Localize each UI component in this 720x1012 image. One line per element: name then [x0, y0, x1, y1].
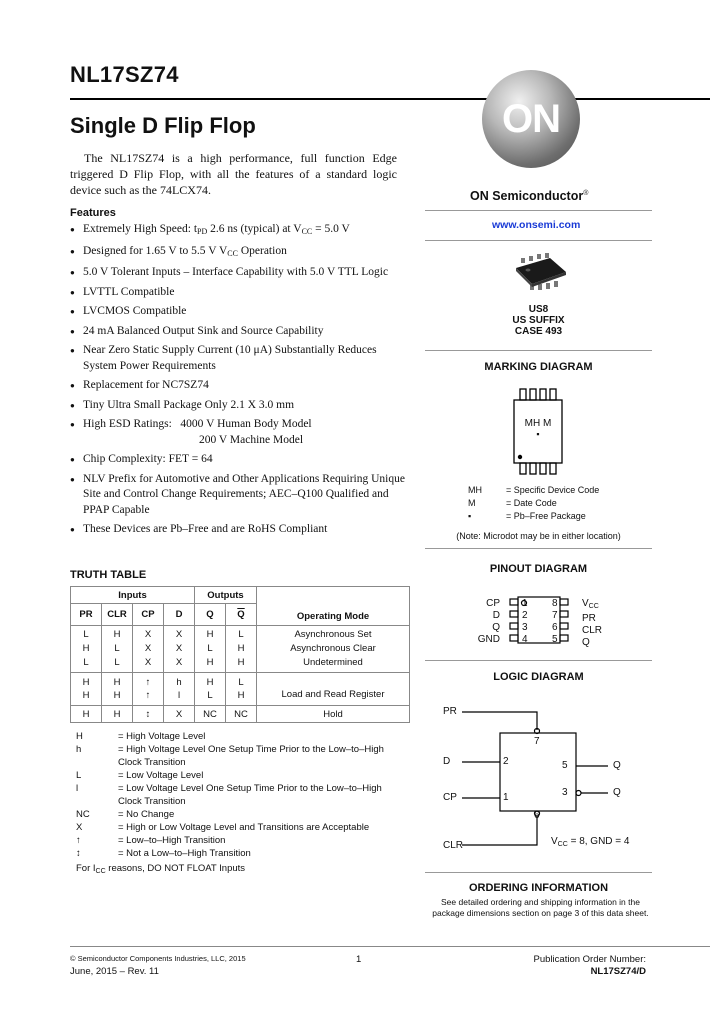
ordering-heading: ORDERING INFORMATION — [468, 882, 609, 894]
logic-supply-note: $V_{CC} = 8$, GND = 4 — [551, 836, 630, 848]
logic-pin-7: 7 — [534, 736, 540, 747]
on-semiconductor-logo: ON — [482, 70, 580, 168]
package-suffix: US SUFFIX — [512, 315, 565, 326]
inputs-group-header: Inputs — [71, 587, 195, 604]
package-case: CASE 493 — [514, 326, 563, 337]
logic-cp-label: CP — [443, 792, 457, 803]
pinout-left-names: CP D Q GND — [477, 598, 500, 645]
logic-pin-1: 1 — [503, 792, 509, 803]
feature-item: ● These Devices are Pb–Free and are RoHS Compliant — [70, 522, 410, 538]
pinout-left-numbers: 1 2 3 4 — [522, 598, 528, 645]
ordering-text: See detailed ordering and shipping information in the package dimensions section on page 3 of this data sheet. — [432, 897, 649, 918]
divider — [425, 872, 652, 873]
pinout-diagram — [506, 594, 572, 646]
marking-diagram-heading: MARKING DIAGRAM — [484, 361, 593, 373]
features-list — [70, 222, 410, 542]
outputs-group-header: Outputs — [195, 587, 257, 604]
logic-pin-3: 3 — [562, 787, 568, 798]
divider — [425, 548, 652, 549]
feature-item: ● 24 mA Balanced Output Sink and Source Capability — [70, 324, 410, 340]
truth-table-legend: H = High Voltage Level h = High Voltage Level One Setup Time Prior to the Low–to–High Clock Transition L = Low Voltage Level l = Low Voltage Level One Setup Time Prior to the Low–to–High Clock Transition NC = No Change X = High or Low Voltage Level and Transitions are Acceptable ↑ = Low–to–High Transition ↕ = Not a Low–to–High Transition For $I_{CC}$ reasons, DO NOT FLOAT Inputs — [76, 731, 384, 875]
intro-paragraph: The NL17SZ74 is a high performance, full function Edge triggered D Flip Flop, with all the features of a standard logic device such as the 74LCX74. — [70, 151, 397, 197]
feature-item: ● Chip Complexity: FET = 64 — [70, 452, 410, 468]
pinout-diagram-heading: PINOUT DIAGRAM — [489, 563, 588, 575]
truth-table-heading: TRUTH TABLE — [70, 569, 147, 581]
publication-label: Publication Order Number: — [533, 954, 646, 965]
revision-date: June, 2015 – Rev. 11 — [70, 966, 159, 977]
logic-q-top-label: Q — [613, 760, 621, 771]
table-row: H H ↕ X NC NC Hold — [71, 706, 410, 723]
table-row: L H L H L L X X X X X X H L H L H H Asynchronous Set Asynchronous Clear Undetermined — [71, 626, 410, 673]
truth-table — [70, 586, 410, 723]
part-number: NL17SZ74 — [70, 62, 179, 87]
package-name: US8 — [528, 304, 549, 315]
feature-item: ● Tiny Ultra Small Package Only 2.1 X 3.0 mm — [70, 398, 410, 414]
marking-code: MH M — [524, 418, 552, 429]
divider — [425, 210, 652, 211]
microdot: ▪ — [536, 429, 540, 439]
feature-item: ● NLV Prefix for Automotive and Other Applications Requiring Unique Site and Control Change Requirements; AEC–Q100 Qualified and PPAP Capable — [70, 472, 410, 519]
operating-mode-header: Operating Mode — [257, 587, 410, 626]
logic-pin-5: 5 — [562, 760, 568, 771]
title-rule — [70, 98, 710, 100]
table-row: H H H H ↑ ↑ h l H L L H Load and Read Register — [71, 673, 410, 706]
column-header: CP — [133, 604, 164, 626]
column-header: CLR — [102, 604, 133, 626]
divider — [425, 660, 652, 661]
logic-clr-label: CLR — [443, 840, 464, 851]
feature-item: ● Designed for 1.65 V to 5.5 V $V_{CC}$ Operation — [70, 244, 410, 262]
column-header: $\overline{Q}$ — [226, 604, 257, 626]
column-header: Q — [195, 604, 226, 626]
page-number: 1 — [356, 954, 362, 965]
footer-rule — [70, 946, 710, 947]
logic-diagram-heading: LOGIC DIAGRAM — [493, 671, 584, 683]
publication-number: NL17SZ74/D — [590, 966, 646, 977]
feature-item: ● 5.0 V Tolerant Inputs – Interface Capability with 5.0 V TTL Logic — [70, 265, 410, 281]
feature-item: ● Extremely High Speed: $t_{PD}$ 2.6 ns (typical) at $V_{CC} = 5.0$ V — [70, 222, 410, 240]
feature-item: ● LVTTL Compatible — [70, 285, 410, 301]
feature-item: ● Near Zero Static Supply Current (10 μA) Substantially Reduces System Power Requirements — [70, 343, 410, 374]
divider — [425, 240, 652, 241]
pinout-right-numbers: 8 7 6 5 — [552, 598, 558, 645]
us8-package-image — [510, 252, 570, 294]
logic-pin-2: 2 — [503, 756, 509, 767]
column-header: D — [164, 604, 195, 626]
logic-pr-label: PR — [443, 706, 457, 717]
document-title: Single D Flip Flop — [70, 113, 256, 138]
features-heading: Features — [70, 207, 116, 219]
website-link[interactable]: www.onsemi.com — [492, 219, 581, 231]
logic-q-bottom-label: Q — [613, 787, 621, 798]
divider — [425, 350, 652, 351]
column-header: PR — [71, 604, 102, 626]
copyright: © Semiconductor Components Industries, LLC, 2015 — [70, 954, 246, 963]
marking-note: (Note: Microdot may be in either location) — [456, 531, 621, 541]
pinout-right-names: $V_{CC}$ PR CLR Q — [582, 598, 603, 648]
logic-pin-6: 6 — [534, 810, 540, 821]
logic-d-label: D — [443, 756, 451, 767]
company-name: ON Semiconductor® — [470, 189, 589, 203]
feature-item: ● High ESD Ratings: 4000 V Human Body Model 200 V Machine Model — [70, 417, 410, 448]
feature-item: ● LVCMOS Compatible — [70, 304, 410, 320]
feature-item: ● Replacement for NC7SZ74 — [70, 378, 410, 394]
